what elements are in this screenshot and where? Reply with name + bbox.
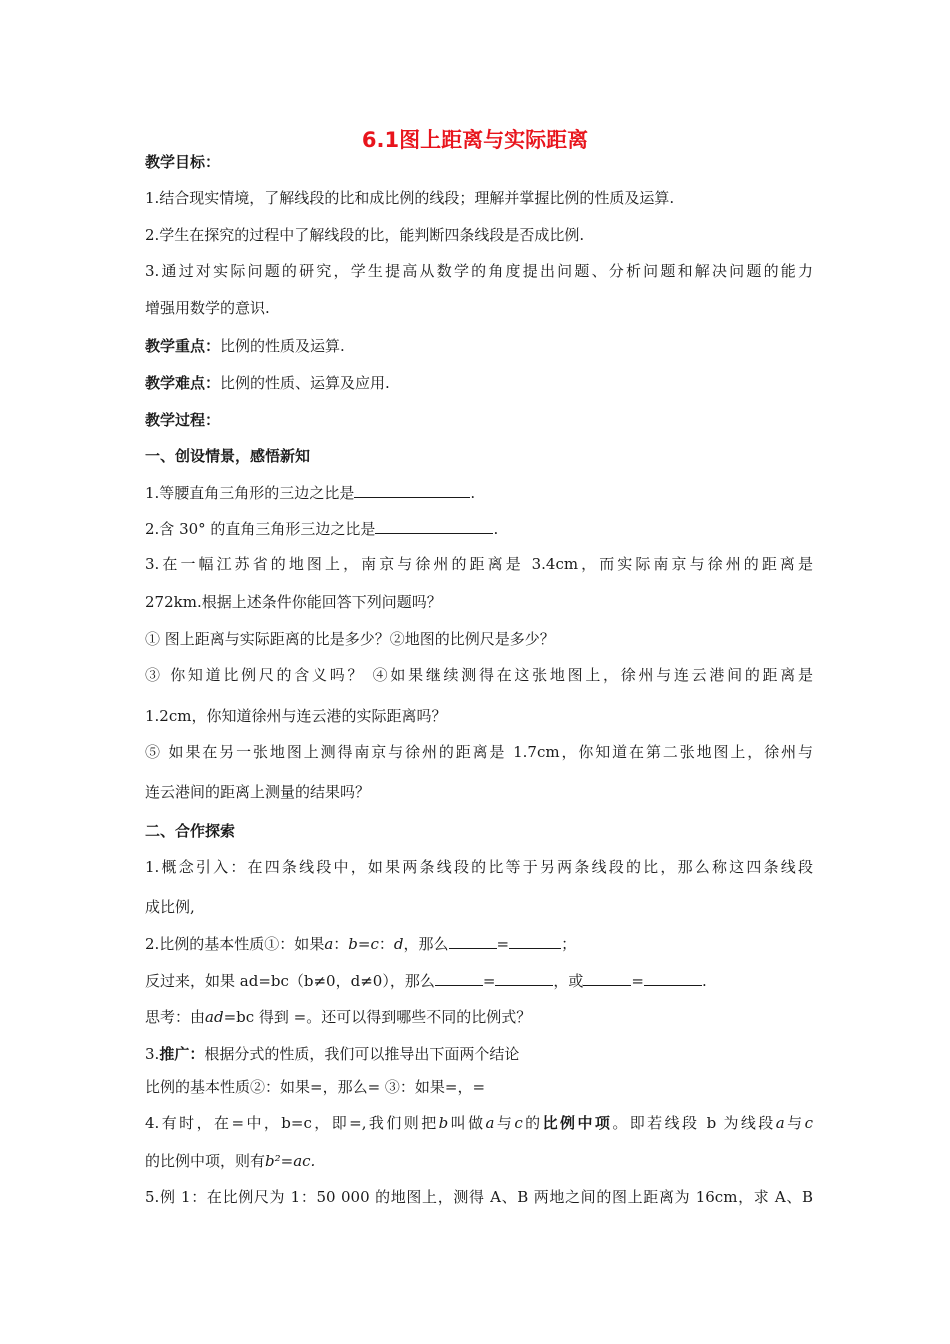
var-d: d <box>393 935 404 953</box>
property-1-text: 2.比例的基本性质①：如果 <box>145 935 325 953</box>
property-2: 比例的基本性质②：如果=，那么= ③：如果=，= <box>145 1078 486 1096</box>
generalization <box>145 1044 813 1064</box>
equals: = <box>482 972 496 990</box>
answer-blank[interactable] <box>375 518 493 534</box>
var-c: c <box>804 1114 813 1132</box>
sub-question: ① 图上距离与实际距离的比是多少？②地图的比例尺是多少？ <box>145 630 555 648</box>
then-text: ，那么 <box>403 935 449 953</box>
converse-text: 反过来，如果 ad=bc（b≠0，d≠0），那么 <box>145 972 435 990</box>
var-a: a <box>324 935 334 953</box>
objective-item: 3.通过对实际问题的研究，学生提高从数学的角度提出问题、分析问题和解决问题的能力 <box>145 262 813 280</box>
sub-question-cont: 连云港间的距离上测量的结果吗？ <box>145 783 371 801</box>
mean-text: 4.有时，在=中，b=c，即=,我们则把 <box>145 1114 439 1132</box>
process-heading: 教学过程： <box>145 411 221 429</box>
section1-heading: 一、创设情景，感悟新知 <box>145 447 311 465</box>
answer-blank[interactable] <box>354 482 470 498</box>
property-1 <box>145 933 813 954</box>
difficulties-text: 比例的性质、运算及应用. <box>220 374 390 392</box>
think-question <box>145 1007 813 1027</box>
equals: = <box>496 935 510 953</box>
objectives-heading: 教学目标： <box>145 153 221 171</box>
concept-paragraph: 1.概念引入：在四条线段中，如果两条线段的比等于另两条线段的比，那么称这四条线段 <box>145 858 813 876</box>
var-a: a <box>485 1114 495 1132</box>
end-punct: ； <box>561 935 577 953</box>
equals: = <box>631 972 644 990</box>
answer-blank[interactable] <box>495 970 553 986</box>
think-label: 思考：由 <box>145 1008 206 1026</box>
mean-proportional-cont <box>145 1151 813 1171</box>
or-text: ，或 <box>553 972 584 990</box>
question-2 <box>145 518 813 539</box>
answer-blank[interactable] <box>644 970 702 986</box>
question-1-text: 1.等腰直角三角形的三边之比是 <box>145 484 355 502</box>
question-3: 3.在一幅江苏省的地图上，南京与徐州的距离是 3.4cm，而实际南京与徐州的距离是 <box>145 555 813 573</box>
var-bc: b=c <box>348 935 379 953</box>
objective-item: 2.学生在探究的过程中了解线段的比，能判断四条线段是否成比例. <box>145 226 585 244</box>
answer-blank[interactable] <box>449 933 497 949</box>
question-2-end: . <box>493 520 499 538</box>
answer-blank[interactable] <box>583 970 631 986</box>
sub-question: ③ 你知道比例尺的含义吗？ ④如果继续测得在这张地图上，徐州与连云港间的距离是 <box>145 666 813 684</box>
item-number: 3. <box>145 1045 160 1063</box>
var-ad: ad <box>205 1008 224 1026</box>
difficulties <box>145 373 813 393</box>
sub-question-cont: 1.2cm，你知道徐州与连云港的实际距离吗？ <box>145 707 447 725</box>
key-points <box>145 336 813 356</box>
var-b: b <box>438 1114 449 1132</box>
question-3-cont: 272km.根据上述条件你能回答下列问题吗？ <box>145 593 442 611</box>
sub-question: ⑤ 如果在另一张地图上测得南京与徐州的距离是 1.7cm，你知道在第二张地图上，徐州与 <box>145 743 813 761</box>
property-1-converse <box>145 970 813 991</box>
mean-text: 的 <box>522 1114 543 1132</box>
objective-item: 增强用数学的意识. <box>145 299 270 317</box>
colon: ： <box>333 935 349 953</box>
var-c: c <box>514 1114 523 1132</box>
objective-item: 1.结合现实情境，了解线段的比和成比例的线段；理解并掌握比例的性质及运算. <box>145 189 675 207</box>
answer-blank[interactable] <box>435 970 483 986</box>
end-punct: . <box>702 972 707 990</box>
key-points-text: 比例的性质及运算. <box>220 337 345 355</box>
var-a: a <box>775 1114 785 1132</box>
difficulties-label: 教学难点： <box>145 374 221 392</box>
generalization-text: 根据分式的性质，我们可以推导出下面两个结论 <box>204 1045 520 1063</box>
mean-text: 与 <box>494 1114 515 1132</box>
answer-blank[interactable] <box>509 933 561 949</box>
page-title: 6.1图上距离与实际距离 <box>361 128 589 152</box>
generalization-label: 推广： <box>159 1045 205 1063</box>
mean-text: 与 <box>784 1114 805 1132</box>
mean-text: 。即若线段 b 为线段 <box>612 1114 776 1132</box>
question-2-text: 2.含 30° 的直角三角形三边之比是 <box>145 520 376 538</box>
key-points-label: 教学重点： <box>145 337 221 355</box>
mean-proportional <box>145 1113 813 1133</box>
mean-text: 叫做 <box>448 1114 486 1132</box>
question-1 <box>145 482 813 503</box>
mean-text: 的比例中项，则有 <box>145 1152 266 1170</box>
mean-term: 比例中项 <box>542 1114 613 1132</box>
concept-paragraph-cont: 成比例, <box>145 898 195 916</box>
question-1-end: . <box>470 484 476 502</box>
think-text: =bc 得到 =。还可以得到哪些不同的比例式？ <box>223 1008 532 1026</box>
colon: ： <box>378 935 394 953</box>
example-1: 5.例 1：在比例尺为 1：50 000 的地图上，测得 A、B 两地之间的图上距离为 16cm，求 A、B <box>145 1188 813 1206</box>
formula: b²=ac. <box>265 1152 316 1170</box>
section2-heading: 二、合作探索 <box>145 822 236 840</box>
